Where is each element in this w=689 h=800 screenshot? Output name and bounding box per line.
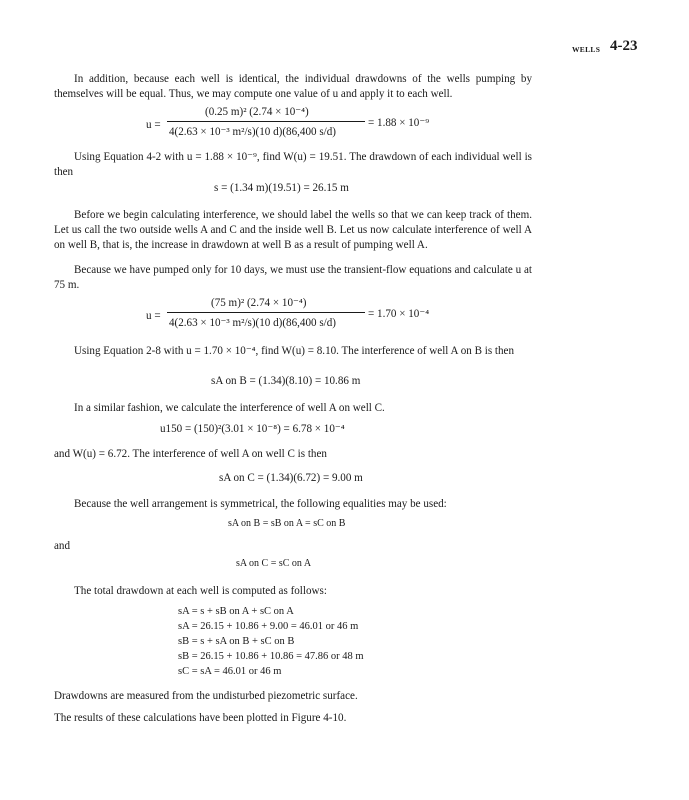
eq3-result: = 1.70 × 10⁻⁴ <box>368 308 430 320</box>
paragraph-intro: In addition, because each well is identical, the individual drawdowns of the wells pumping by themselves will be equal. Thus, we may compute one value of u and apply it to each well. <box>54 73 532 100</box>
eq1-numerator: (0.25 m)² (2.74 × 10⁻⁴) <box>205 106 309 118</box>
eq1-result: = 1.88 × 10⁻⁹ <box>368 117 430 129</box>
paragraph-measured-from: Drawdowns are measured from the undisturbed piezometric surface. <box>54 690 358 702</box>
totals-line-5: sC = sA = 46.01 or 46 m <box>178 666 282 677</box>
eq3-lhs: u = <box>146 310 161 322</box>
eq8-equality: sA on C = sC on A <box>236 558 312 569</box>
running-header-section: WELLS <box>572 45 601 54</box>
eq1-denominator: 4(2.63 × 10⁻³ m²/s)(10 d)(86,400 s/d) <box>169 126 336 138</box>
totals-line-3: sB = s + sA on B + sC on B <box>178 636 295 647</box>
paragraph-similar-fashion: In a similar fashion, we calculate the interference of well A on well C. <box>74 402 385 414</box>
eq6-interference-a-on-c: sA on C = (1.34)(6.72) = 9.00 m <box>219 472 363 484</box>
eq1-lhs: u = <box>146 119 161 131</box>
paragraph-symmetry: Because the well arrangement is symmetrical, the following equalities may be used: <box>74 498 447 510</box>
page-number: 4-23 <box>610 38 638 54</box>
eq3-numerator: (75 m)² (2.74 × 10⁻⁴) <box>211 297 307 309</box>
eq3-fraction-bar <box>167 312 365 313</box>
eq1-fraction-bar <box>167 121 365 122</box>
eq3-denominator: 4(2.63 × 10⁻³ m²/s)(10 d)(86,400 s/d) <box>169 317 336 329</box>
totals-line-1: sA = s + sB on A + sC on A <box>178 606 294 617</box>
totals-line-2: sA = 26.15 + 10.86 + 9.00 = 46.01 or 46 m <box>178 621 359 632</box>
eq4-interference-a-on-b: sA on B = (1.34)(8.10) = 10.86 m <box>211 375 361 387</box>
paragraph-interference: Before we begin calculating interference, we should label the wells so that we can keep track of them. Let us call the two outside wells A and C and the inside well B. Let us now calculate interference of well A on well B, that is, the increase in drawdown at well B as a result of pumping well A. <box>54 209 532 251</box>
paragraph-transient-flow: Because we have pumped only for 10 days, we must use the transient-flow equations and calculate u at 75 m. <box>54 264 532 291</box>
totals-line-4: sB = 26.15 + 10.86 + 10.86 = 47.86 or 48 m <box>178 651 364 662</box>
paragraph-total-drawdown: The total drawdown at each well is computed as follows: <box>74 585 327 597</box>
eq7-equalities: sA on B = sB on A = sC on B <box>228 518 346 529</box>
paragraph-equation-4-2: Using Equation 4-2 with u = 1.88 × 10⁻⁹, find W(u) = 19.51. The drawdown of each individual well is then <box>54 151 532 178</box>
paragraph-results-plotted: The results of these calculations have been plotted in Figure 4-10. <box>54 712 347 724</box>
eq2-drawdown: s = (1.34 m)(19.51) = 26.15 m <box>214 182 349 194</box>
eq5-u150: u150 = (150)²(3.01 × 10⁻⁸) = 6.78 × 10⁻⁴ <box>160 423 345 435</box>
paragraph-w-of-u: and W(u) = 6.72. The interference of well A on well C is then <box>54 448 327 460</box>
paragraph-equation-2-8: Using Equation 2-8 with u = 1.70 × 10⁻⁴, find W(u) = 8.10. The interference of well A on B is then <box>74 345 515 357</box>
and-connector: and <box>54 540 71 552</box>
